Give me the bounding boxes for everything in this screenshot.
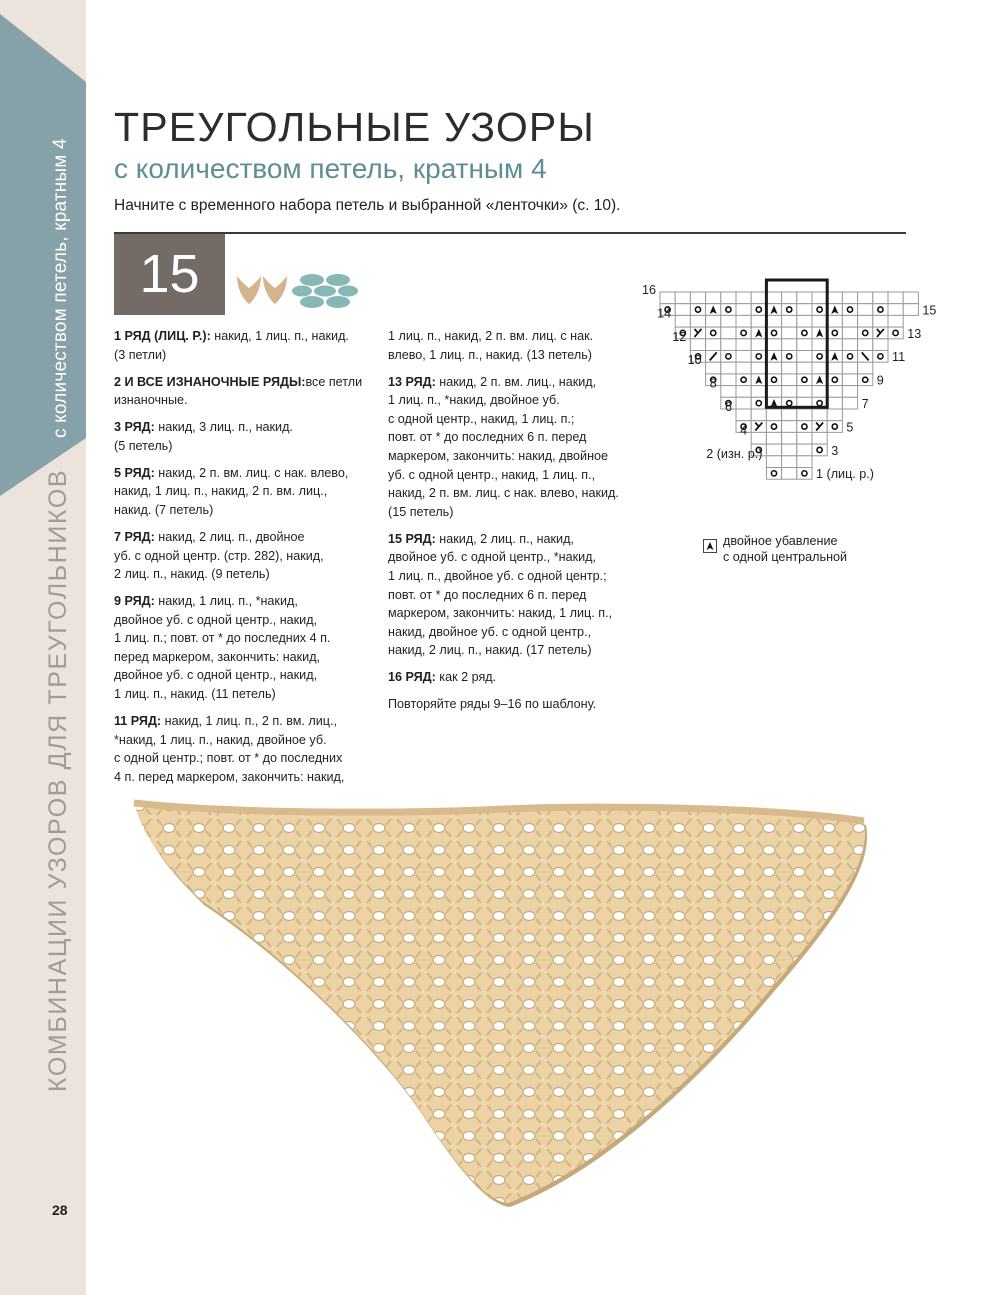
row-label-right: 3 [831,443,839,458]
chart-cell [842,397,857,409]
instruction-line: накид, 1 лиц. п., накид. [210,329,349,343]
chart-cell [766,339,781,351]
chart-cell [797,339,812,351]
chart-cell [721,362,736,374]
chart-cell [766,292,781,304]
instruction-line: (15 петель) [388,504,454,519]
chart-cell [782,315,797,327]
chart-cell [812,444,827,456]
chart-cell [858,304,873,316]
chart-cell [766,409,781,421]
instruction-line: накид, 2 лиц. п., накид, [435,531,574,546]
chart-cell [766,421,781,433]
chart-cell [751,397,766,409]
chart-cell [812,292,827,304]
side-section-subtitle: с количеством петель, кратным 4 [50,138,71,438]
chart-cell [858,315,873,327]
chart-cell [690,339,705,351]
chart-cell [706,327,721,339]
row-label-left: 14 [657,306,672,321]
chart-cell [766,315,781,327]
instruction-line: как 2 ряд. [435,670,497,685]
chart-cell [827,339,842,351]
instruction-line: двойное уб. с одной центр., накид, [114,612,318,627]
chart-cell [736,362,751,374]
chart-cell [873,304,888,316]
chart-cell [721,292,736,304]
chart-cell [782,362,797,374]
chart-cell [858,292,873,304]
chart-cell [873,315,888,327]
chart-cell [888,292,903,304]
row-label-right: 1 (лиц. р.) [816,467,874,482]
chart-cell [766,362,781,374]
chart-cell [782,351,797,363]
chart-cell [690,315,705,327]
pattern-number: 15 [114,234,225,315]
chart-cell [858,327,873,339]
chart-cell [888,327,903,339]
row-label-left: 2 (изн. р.) [706,446,763,461]
chart-cell [751,362,766,374]
chart-cell [721,339,736,351]
chart-cell [721,351,736,363]
instruction-line: (3 петли) [114,347,167,362]
row-label-left: 8 [709,376,717,391]
chart-cell [812,386,827,398]
chart-cell [782,409,797,421]
chart-cell [751,409,766,421]
chart-cell [782,292,797,304]
side-section-title: КОМБИНАЦИИ УЗОРОВ ДЛЯ ТРЕУГОЛЬНИКОВ [44,468,72,1092]
chart-cell [675,304,690,316]
instruction-line: накид, 2 лиц. п., двойное [154,529,305,544]
chart-cell [812,351,827,363]
row-label: 1 РЯД (ЛИЦ. Р.): [114,329,211,343]
instruction-line: 4 п. перед маркером, закончить: накид, [114,769,345,784]
row-label: 13 РЯД: [388,374,436,389]
chart-cell [766,432,781,444]
chart-cell [827,362,842,374]
chart-cell [858,339,873,351]
instruction-paragraph [114,418,369,455]
instruction-line: (5 петель) [114,438,173,453]
row-label: 5 РЯД: [114,465,155,480]
row-label-right: 5 [846,420,854,435]
chart-cell [873,351,888,363]
instruction-line: с одной центр., накид, 1 лиц. п.; [388,411,575,426]
instruction-line: накид, 2 п. вм. лиц. с нак. влево, накид. [388,486,619,501]
chart-cell [827,409,842,421]
chart-cell [842,374,857,386]
row-label-right: 7 [861,397,869,411]
instruction-line: двойное уб. с одной центр., *накид, [388,550,596,565]
chart-cell [797,327,812,339]
instruction-line: повт. от * до последних 6 п. перед [388,430,587,445]
row-label-right: 15 [922,303,937,318]
instruction-line: накид, 2 п. вм. лиц. с нак. влево, [154,465,349,480]
row-label: 7 РЯД: [114,529,155,544]
chart-cell [721,304,736,316]
chart-cell [782,468,797,480]
chart-cell [797,315,812,327]
chart-cell [827,397,842,409]
chart-cell [797,304,812,316]
instruction-line: 1 лиц. п., *накид, двойное уб. [388,393,560,408]
chart-cell [797,386,812,398]
chart-cell [797,444,812,456]
instruction-line: накид, 2 лиц. п., накид. (17 петель) [388,643,592,658]
page-number: 28 [52,1202,68,1218]
instruction-line: двойное уб. с одной центр., накид, [114,668,318,683]
instruction-line: 1 лиц. п., накид, 2 п. вм. лиц. с нак. [388,329,594,343]
page-subtitle: с количеством петель, кратным 4 [114,153,547,184]
intro-text: Начните с временного набора петель и выбранной «ленточки» (с. 10). [114,197,621,214]
chart-cell [782,374,797,386]
row-label-left: 4 [740,423,748,438]
chart-cell [842,315,857,327]
chart-cell [797,432,812,444]
double-decrease-icon [703,539,717,553]
chart-cell [903,304,918,316]
chart-cell [751,292,766,304]
chart-cell [842,292,857,304]
instruction-line: уб. с одной центр. (стр. 282), накид, [114,548,324,563]
knitting-chart [630,272,937,512]
instruction-paragraph [114,528,369,584]
row-label-left: 6 [724,400,732,414]
chart-cell [842,339,857,351]
chart-cell [751,315,766,327]
chart-cell [812,409,827,421]
chart-cell [721,374,736,386]
chart-cell [675,292,690,304]
chart-cell [766,327,781,339]
chart-cell [842,351,857,363]
instruction-paragraph [114,592,369,704]
chart-cell [736,374,751,386]
instruction-paragraph [388,530,638,660]
chart-cell [751,432,766,444]
garter-stitch-icon-teal [300,274,350,308]
chart-cell [706,292,721,304]
instruction-line: с одной центр.; повт. от * до последних [114,751,343,766]
instruction-line: *накид, 1 лиц. п., накид, двойное уб. [114,732,327,747]
instruction-line: перед маркером, закончить: накид, [114,649,321,664]
instruction-paragraph [388,327,638,364]
instruction-paragraph [388,373,638,522]
chart-cell [721,386,736,398]
instruction-line: маркером, закончить: накид, двойное [388,448,609,463]
row-label: 3 РЯД: [114,420,155,435]
chart-cell [797,374,812,386]
chart-cell [782,386,797,398]
legend-label [723,533,893,565]
instruction-line: накид, 1 лиц. п., 2 п. вм. лиц., [161,714,338,729]
instruction-line: уб. с одной центр., накид, 1 лиц. п., [388,467,596,482]
chart-cell [766,456,781,468]
chart-cell [842,386,857,398]
section-rule [114,232,906,234]
side-tab [0,0,86,500]
chart-cell [751,386,766,398]
chart-cell [782,432,797,444]
chart-cell [827,421,842,433]
chart-cell [736,327,751,339]
chart-cell [888,315,903,327]
instructions-column-1 [114,327,369,795]
instruction-line: накид, 1 лиц. п., накид, 2 п. вм. лиц., [114,484,328,499]
instruction-line: повт. от * до последних 6 п. перед [388,587,587,602]
instruction-line: влево, 1 лиц. п., накид. (13 петель) [388,347,592,362]
chart-cell [766,374,781,386]
chart-cell [766,444,781,456]
chart-cell [797,468,812,480]
instruction-line: накид, 1 лиц. п., *накид, [154,594,298,609]
chart-cell [827,292,842,304]
chart-cell [736,409,751,421]
row-label: 9 РЯД: [114,594,155,609]
instructions-column-2 [388,327,638,722]
chart-cell [736,292,751,304]
chart-cell [721,315,736,327]
legend-line-1: двойное убавление [723,534,838,548]
instruction-line: маркером, закончить: накид, 1 лиц. п., [388,606,613,621]
chart-cell [690,304,705,316]
instruction-line: Повторяйте ряды 9–16 по шаблону. [388,697,597,712]
instruction-line: накид, двойное уб. с одной центр., [388,624,592,639]
chart-cell [721,327,736,339]
chart-cell [858,362,873,374]
row-label: 2 И ВСЕ ИЗНАНОЧНЫЕ РЯДЫ: [114,374,306,389]
chart-cell [660,292,675,304]
chart-cell [782,456,797,468]
legend-line-2: с одной центральной [723,550,848,564]
instruction-paragraph [114,464,369,520]
chart-cell [888,304,903,316]
chart-cell [797,351,812,363]
chart-cell [766,468,781,480]
instruction-line: накид. (7 петель) [114,502,214,517]
chart-cell [842,362,857,374]
row-label-right: 11 [892,350,906,365]
chart-cell [706,315,721,327]
row-label-right: 9 [876,373,884,388]
chart-cell [827,315,842,327]
chart-cell [782,304,797,316]
instruction-paragraph [388,668,638,687]
chart-cell [812,339,827,351]
chart-cell [873,339,888,351]
chart-cell [797,362,812,374]
chart-cell [782,444,797,456]
instruction-line: накид, 3 лиц. п., накид. [154,420,293,435]
row-label: 11 РЯД: [114,714,162,729]
chart-cell [812,304,827,316]
chart-cell [782,339,797,351]
chart-cell [873,292,888,304]
chart-cell [812,315,827,327]
chart-cell [736,315,751,327]
chart-cell [690,292,705,304]
chart-cell [736,351,751,363]
chart-cell [751,304,766,316]
instruction-paragraph [388,695,638,714]
chart-cell [903,292,918,304]
chart-cell [797,409,812,421]
instruction-paragraph [114,373,369,410]
chart-cell [827,374,842,386]
instruction-line: все петли изнаночные. [114,374,363,408]
chart-cell [736,397,751,409]
page-title: ТРЕУГОЛЬНЫЕ УЗОРЫ [114,104,595,150]
row-label: 15 РЯД: [388,531,436,546]
chart-cell [736,339,751,351]
chart-cell [675,315,690,327]
instruction-line: 2 лиц. п., накид. (9 петель) [114,567,270,582]
chart-cell [706,339,721,351]
chart-cell [812,432,827,444]
knitted-triangle-photo [124,795,884,1215]
chart-cell [858,374,873,386]
row-label-left: 16 [641,283,656,297]
instruction-line: накид, 2 п. вм. лиц., накид, [435,374,597,389]
row-label-left: 10 [687,353,702,368]
chart-cell [736,386,751,398]
chart-cell [736,304,751,316]
instruction-line: 1 лиц. п.; повт. от * до последних 4 п. [114,631,331,646]
instruction-paragraph [114,327,369,364]
row-label-right: 13 [907,326,922,341]
row-label: 16 РЯД: [388,670,436,685]
chart-cell [842,327,857,339]
instruction-paragraph [114,712,369,786]
chart-cell [842,304,857,316]
instruction-line: 1 лиц. п., накид. (11 петель) [114,687,276,702]
chart-cell [751,351,766,363]
chart-cell [706,362,721,374]
chart-cell [751,339,766,351]
instruction-line: 1 лиц. п., двойное уб. с одной центр.; [388,568,607,583]
chart-cell [797,421,812,433]
chart-cell [782,327,797,339]
chart-cell [766,386,781,398]
knit-stitch-icon-tan [236,274,288,308]
row-label-left: 12 [672,329,687,344]
chart-cell [812,362,827,374]
chart-cell [827,386,842,398]
chart-cell [782,421,797,433]
chart-cell [797,456,812,468]
chart-cell [827,327,842,339]
chart-cell [797,292,812,304]
